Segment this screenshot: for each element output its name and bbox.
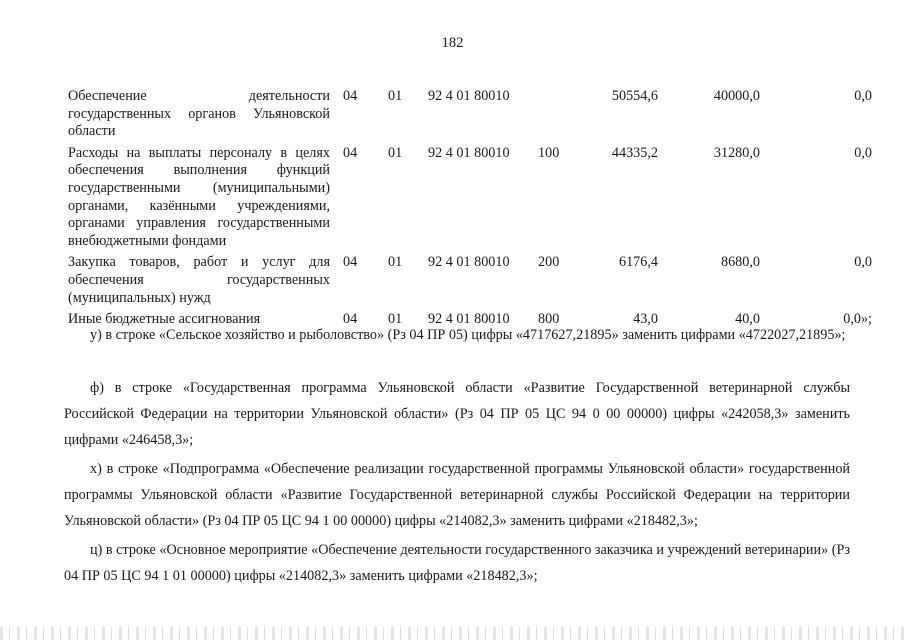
row-vr: 100 <box>538 144 560 161</box>
row-cs: 92 4 01 80010 <box>428 144 510 161</box>
row-cs: 92 4 01 80010 <box>428 254 510 271</box>
row-pr: 01 <box>388 144 403 161</box>
paragraph-u-text: у) в строке «Сельское хозяйство и рыболовство» (Рз 04 ПР 05) цифры «4717627,21895» заменить цифрами «4722027,21895»; <box>90 327 846 343</box>
row-value-2: 31280,0 <box>713 144 760 161</box>
row-vr: 200 <box>538 254 560 271</box>
row-value-3: 0,0»; <box>843 311 872 328</box>
row-value-3: 0,0 <box>854 144 872 161</box>
table-row <box>68 145 872 255</box>
paragraph-f-text: ф) в строке «Государственная программа Ульяновской области «Развитие Государственной ветеринарной службы Российской Федерации на территории Ульяновской области» (Рз 04 ПР 05 ЦС 94 0 00 00000) цифры «242058,3» заменить цифрами «246458,3»; <box>64 380 850 448</box>
table-row <box>68 88 872 145</box>
row-value-2: 8680,0 <box>720 254 760 271</box>
scan-edge-noise <box>0 627 905 640</box>
row-pr: 01 <box>388 311 403 328</box>
table-row <box>68 254 872 311</box>
row-value-1: 6176,4 <box>618 254 658 271</box>
row-rz: 04 <box>343 144 358 161</box>
row-rz: 04 <box>343 254 358 271</box>
paragraph-f <box>64 375 850 453</box>
row-pr: 01 <box>388 88 403 104</box>
row-rz: 04 <box>343 88 358 104</box>
row-cs: 92 4 01 80010 <box>428 311 510 328</box>
page-number: 182 <box>441 35 464 51</box>
row-vr <box>538 88 596 145</box>
row-cs: 92 4 01 80010 <box>428 88 510 104</box>
paragraph-u <box>64 322 850 348</box>
row-value-1: 50554,6 <box>611 88 658 104</box>
row-value-2: 40,0 <box>735 311 760 328</box>
budget-table <box>68 88 872 329</box>
row-value-3: 0,0 <box>854 88 872 104</box>
paragraph-c <box>64 537 850 589</box>
row-name: Расходы на выплаты персоналу в целях обеспечения выполнения функций государственными (муниципальными) органами, казёнными учреждениями, органами управления государственными внебюджетными фондами <box>68 144 330 249</box>
row-value-1: 44335,2 <box>611 144 658 161</box>
paragraph-h-text: х) в строке «Подпрограмма «Обеспечение реализации государственной программы Ульяновской области» государственной программы Ульяновской области «Развитие Государственной ветеринарной службы Российской Федерации на территории Ульяновской области» (Рз 04 ПР 05 ЦС 94 1 00 00000) цифры «214082,3» заменить цифрами «218482,3»; <box>64 461 850 529</box>
paragraph-h <box>64 456 850 534</box>
row-name: Иные бюджетные ассигнования <box>68 311 261 328</box>
paragraph-c-text: ц) в строке «Основное мероприятие «Обеспечение деятельности государственного заказчика и учреждений ветеринарии» (Рз 04 ПР 05 ЦС 94 1 01 00000) цифры «214082,3» заменить цифрами «218482,3»; <box>64 542 850 584</box>
row-value-3: 0,0 <box>854 254 872 271</box>
row-vr: 800 <box>538 311 560 328</box>
row-value-1: 43,0 <box>633 311 658 328</box>
row-rz: 04 <box>343 311 358 328</box>
row-value-2: 40000,0 <box>713 88 760 104</box>
row-name: Закупка товаров, работ и услуг для обеспечения государственных (муниципальных) нужд <box>68 254 330 306</box>
row-name: Обеспечение деятельности государственных органов Ульяновской области <box>68 88 330 140</box>
row-pr: 01 <box>388 254 403 271</box>
